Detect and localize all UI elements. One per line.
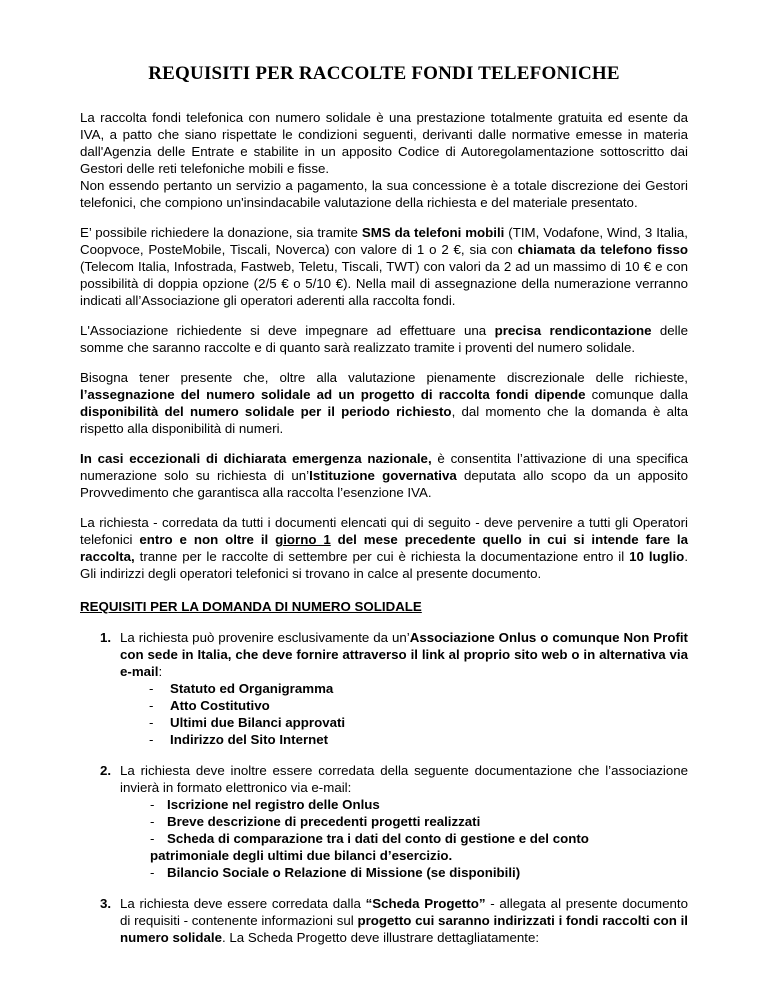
paragraph-assignment: Bisogna tener presente che, oltre alla valutazione pienamente discrezionale delle richieste, l’assegnazione del numero solidale ad un progetto di raccolta fondi dipende comunque dalla disponibilità del numero solidale per il periodo richiesto, dal momento che la domanda è alta rispetto alla disponibilità di numeri. (80, 370, 689, 436)
requirements-list (80, 629, 688, 946)
document-sublist (120, 796, 688, 847)
list-item: - Statuto ed Organigramma (149, 681, 334, 696)
deadline-day: giorno 1 (275, 532, 331, 547)
sms-highlight: SMS da telefoni mobili (361, 225, 505, 240)
paragraph-reporting: L'Associazione richiedente si deve impegnare ad effettuare una precisa rendicontazione delle somme che saranno raccolte e di quanto sarà realizzato tramite i proventi del numero solidale. (80, 323, 688, 355)
list-item: - Ultimi due Bilanci approvati (149, 715, 346, 730)
list-item: - Iscrizione nel registro delle Onlus (150, 797, 380, 812)
section-title: REQUISITI PER LA DOMANDA DI NUMERO SOLIDALE (80, 599, 422, 614)
list-item: 1. La richiesta può provenire esclusivamente da un’Associazione Onlus o comunque Non Profit con sede in Italia, che deve fornire attraverso il link al proprio sito web o in alternativa via e-mail: - Statuto ed Organigramma - Atto Costitutivo - Ultimi due Bilanci approvati - Indirizzo del Sito Internet (100, 630, 688, 747)
document-sublist (120, 864, 688, 881)
list-item-continuation: patrimoniale degli ultimi due bilanci d’esercizio. (150, 848, 453, 863)
list-item: 3. La richiesta deve essere corredata dalla “Scheda Progetto” - allegata al presente documento di requisiti - contenente informazioni sul progetto cui saranno indirizzati i fondi raccolti con il numero solidale. La Scheda Progetto deve illustrare dettagliatamente: (100, 896, 688, 945)
paragraph-donation-channels: E’ possibile richiedere la donazione, sia tramite SMS da telefoni mobili (TIM, Vodafone, Wind, 3 Italia, Coopvoce, PosteMobile, Tiscali, Noverca) con valore di 1 o 2 €, sia con chiamata da telefono fisso (Telecom Italia, Infostrada, Fastweb, Teletu, Tiscali, TWT) con valori da 2 ad un massimo di 10 € e con possibilità di doppia opzione (2/5 € o 5/10 €). Nella mail di assegnazione della numerazione verranno indicati all’Associazione gli operatori aderenti alla raccolta fondi. (80, 225, 688, 308)
list-item: - Indirizzo del Sito Internet (149, 732, 329, 747)
list-item: - Atto Costitutivo (149, 698, 270, 713)
document-title: REQUISITI PER RACCOLTE FONDI TELEFONICHE (148, 63, 620, 84)
paragraph-intro-2: Non essendo pertanto un servizio a pagamento, la sua concessione è a totale discrezione dei Gestori telefonici, che compiono un'insindacabile valutazione della richiesta e del materiale presentato. (80, 178, 688, 210)
list-item: - Bilancio Sociale o Relazione di Missione (se disponibili) (150, 865, 521, 880)
paragraph-deadline: La richiesta - corredata da tutti i documenti elencati qui di seguito - deve pervenire a tutti gli Operatori telefonici entro e non oltre il giorno 1 del mese precedente quello in cui si intende fare la raccolta, tranne per le raccolte di settembre per cui è richiesta la documentazione entro il 10 luglio. Gli indirizzi degli operatori telefonici si trovano in calce al presente documento. (80, 515, 689, 581)
list-item: 2. La richiesta deve inoltre essere corredata della seguente documentazione che l’associazione invierà in formato elettronico via e-mail: - Iscrizione nel registro delle Onlus - Breve descrizione di precedenti progetti realizzati - Scheda di comparazione tra i dati del conto di gestione e del conto patrimoniale degli ultimi due bilanci d’esercizio. - Bilancio Sociale o Relazione di Missione (se disponibili) (100, 763, 688, 880)
landline-highlight: chiamata da telefono fisso (517, 242, 688, 257)
paragraph-intro-1: La raccolta fondi telefonica con numero solidale è una prestazione totalmente gratuita ed esente da IVA, a patto che siano rispettate le condizioni seguenti, derivanti dalle normative emesse in materia dall'Agenzia delle Entrate e stabilite in un apposito Codice di Autoregolamentazione sottoscritto dai Gestori delle reti telefoniche mobili e fisse. (80, 110, 688, 176)
paragraph-emergency: In casi eccezionali di dichiarata emergenza nazionale, è consentita l’attivazione di una specifica numerazione solo su richiesta di un’Istituzione governativa deputata allo scopo da un apposito Provvedimento che garantisca alla raccolta l’esenzione IVA. (80, 451, 688, 500)
list-item: - Breve descrizione di precedenti progetti realizzati (150, 814, 481, 829)
document-sublist (120, 680, 688, 748)
list-item: - Scheda di comparazione tra i dati del conto di gestione e del conto (150, 831, 589, 846)
